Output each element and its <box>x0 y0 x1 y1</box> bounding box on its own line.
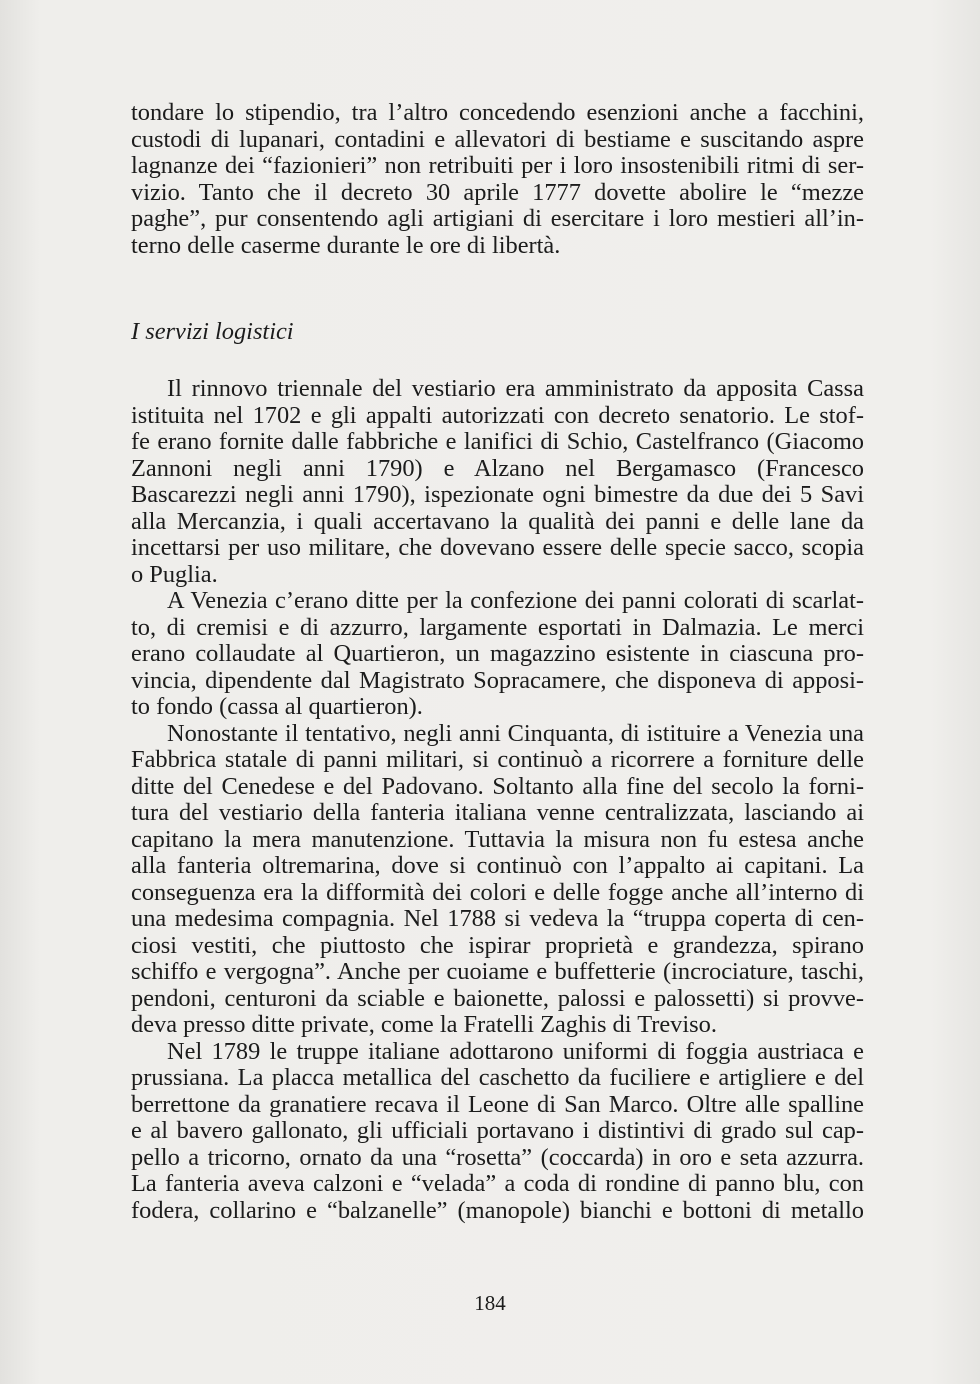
text-line: La fanteria aveva calzoni e “velada” a coda di rondine di panno blu, con <box>131 1170 864 1197</box>
text-line: tura del vestiario della fanteria italiana venne centralizzata, lasciando ai <box>131 799 864 826</box>
text-line: pendoni, centuroni da sciable e baionette, palossi e palossetti) si provve- <box>131 984 864 1012</box>
text-line: Zannoni negli anni 1790) e Alzano nel Bergamasco (Francesco <box>131 454 864 482</box>
text-line: una medesima compagnia. Nel 1788 si vedeva la “truppa coperta di cen- <box>131 905 864 932</box>
top-paragraph <box>131 100 864 259</box>
text-line: alla fanteria oltremarina, dove si continuò con l’appalto ai capitani. La <box>131 852 864 879</box>
text-line: pello a tricorno, ornato da una “rosetta” (coccarda) in oro e seta azzurra. <box>131 1143 864 1171</box>
text-line: to fondo (cassa al quartieron). <box>131 693 423 720</box>
text-line: vincia, dipendente dal Magistrato Sopracamere, che disponeva di apposi- <box>131 666 864 694</box>
text-line: lagnanze dei “fazionieri” non retribuiti per i loro insostenibili ritmi di ser- <box>131 152 864 179</box>
text-line: terno delle caserme durante le ore di libertà. <box>131 231 561 259</box>
text-line: tondare lo stipendio, tra l’altro concedendo esenzioni anche a facchini, <box>131 99 864 126</box>
text-line: fodera, collarino e “balzanelle” (manopole) bianchi e bottoni di metallo <box>131 1196 864 1224</box>
text-line: capitano la mera manutenzione. Tuttavia la misura non fu estesa anche <box>131 825 864 853</box>
text-line: ditte del Cenedese e del Padovano. Soltanto alla fine del secolo la forni- <box>131 772 864 800</box>
text-line: A Venezia c’erano ditte per la confezione dei panni colorati di scarlat- <box>167 587 864 614</box>
text-line: vizio. Tanto che il decreto 30 aprile 1777 dovette abolire le “mezze <box>131 178 864 206</box>
text-line: schiffo e vergogna”. Anche per cuoiame e buffetterie (incrociature, taschi, <box>131 958 864 985</box>
text-line: erano collaudate al Quartieron, un magazzino esistente in ciascuna pro- <box>131 640 864 667</box>
text-line: conseguenza era la difformità dei colori e delle fogge anche all’interno di <box>131 878 864 906</box>
text-line: Fabbrica statale di panni militari, si continuò a ricorrere a forniture delle <box>131 746 864 773</box>
text-line: paghe”, pur consentendo agli artigiani di esercitare i loro mestieri all’in- <box>131 205 864 232</box>
text-line: istituita nel 1702 e gli appalti autorizzati con decreto senatorio. Le stof- <box>131 401 864 429</box>
text-line: Bascarezzi negli anni 1790), ispezionate ogni bimestre da due dei 5 Savi <box>131 481 864 508</box>
text-line: Nel 1789 le truppe italiane adottarono uniformi di foggia austriaca e <box>167 1037 864 1065</box>
text-line: prussiana. La placca metallica del caschetto da fuciliere e artigliere e del <box>131 1064 864 1091</box>
paragraph-2 <box>131 588 864 721</box>
text-line: alla Mercanzia, i quali accertavano la qualità dei panni e delle lane da <box>131 507 864 535</box>
text-line: custodi di lupanari, contadini e allevatori di bestiame e suscitando aspre <box>131 125 864 153</box>
text-line: e al bavero gallonato, gli ufficiali portavano i distintivi di grado sul cap- <box>131 1117 864 1144</box>
text-line: berrettone da granatiere recava il Leone di San Marco. Oltre alle spalline <box>131 1090 864 1118</box>
text-line: to, di cremisi e di azzurro, largamente esportati in Dalmazia. Le merci <box>131 613 864 641</box>
text-line: incettarsi per uso militare, che dovevano essere delle specie sacco, scopia <box>131 534 864 561</box>
paragraph-4 <box>131 1039 864 1225</box>
text-line: ciosi vestiti, che piuttosto che ispirar proprietà e grandezza, spirano <box>131 931 864 959</box>
text-line: Il rinnovo triennale del vestiario era amministrato da apposita Cassa <box>167 375 864 402</box>
section-body <box>131 376 864 1224</box>
paragraph-3 <box>131 721 864 1039</box>
text-line: fe erano fornite dalle fabbriche e lanifici di Schio, Castelfranco (Giacomo <box>131 428 864 455</box>
text-line: o Puglia. <box>131 560 218 588</box>
text-line: Nonostante il tentativo, negli anni Cinquanta, di istituire a Venezia una <box>167 719 864 747</box>
paragraph-1 <box>131 376 864 588</box>
text-line: deva presso ditte private, come la Fratelli Zaghis di Treviso. <box>131 1011 717 1038</box>
section-heading: I servizi logistici <box>131 318 294 345</box>
page-number: 184 <box>474 1291 506 1315</box>
